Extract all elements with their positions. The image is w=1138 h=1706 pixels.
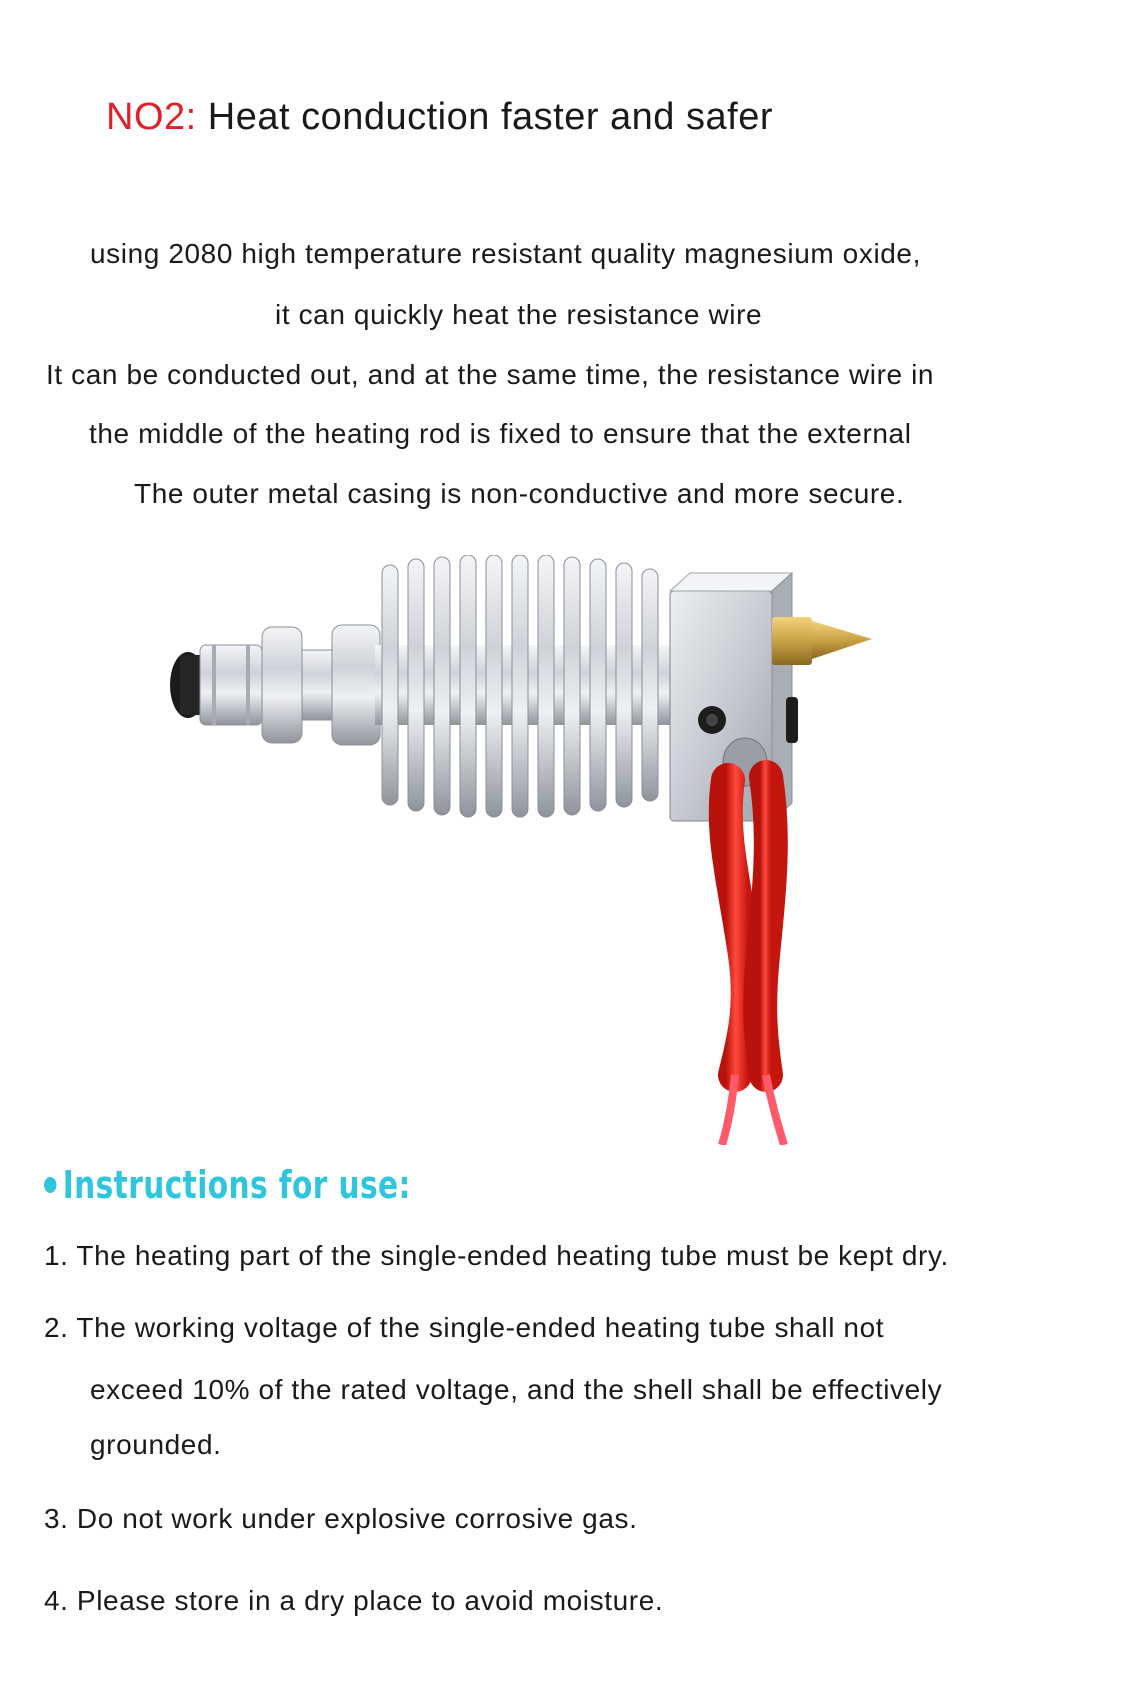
section-heading (106, 96, 773, 139)
heading-lead: NO2: (106, 96, 197, 138)
push-fitting (200, 645, 262, 725)
description-line-1: using 2080 high temperature resistant quality magnesium oxide, (90, 238, 921, 269)
instruction-item-2-cont2: grounded. (90, 1429, 222, 1460)
description-line-4: the middle of the heating rod is fixed to ensure that the external (89, 418, 912, 449)
instructions-title (44, 1163, 411, 1207)
instruction-item-2-cont: exceed 10% of the rated voltage, and the shell shall be effectively (90, 1374, 943, 1405)
instruction-item-3: 3. Do not work under explosive corrosive gas. (44, 1503, 638, 1534)
bullet-dot-icon (44, 1177, 56, 1193)
instructions-title-text: Instructions for use: (62, 1163, 411, 1207)
instruction-item-1: 1. The heating part of the single-ended heating tube must be kept dry. (44, 1240, 949, 1271)
instruction-item-2: 2. The working voltage of the single-ended heating tube shall not (44, 1312, 885, 1343)
instruction-item-4: 4. Please store in a dry place to avoid moisture. (44, 1585, 664, 1616)
heatsink-fins (375, 555, 675, 817)
description-line-5: The outer metal casing is non-conductive and more secure. (134, 478, 905, 509)
heatsink-neck (262, 625, 380, 745)
brass-nozzle (772, 617, 872, 665)
hotend-product-image (160, 555, 980, 1145)
description-line-3: It can be conducted out, and at the same time, the resistance wire in (46, 359, 935, 390)
description-line-2: it can quickly heat the resistance wire (275, 299, 763, 330)
heading-text: Heat conduction faster and safer (196, 96, 773, 138)
heater-wires (722, 777, 784, 1145)
